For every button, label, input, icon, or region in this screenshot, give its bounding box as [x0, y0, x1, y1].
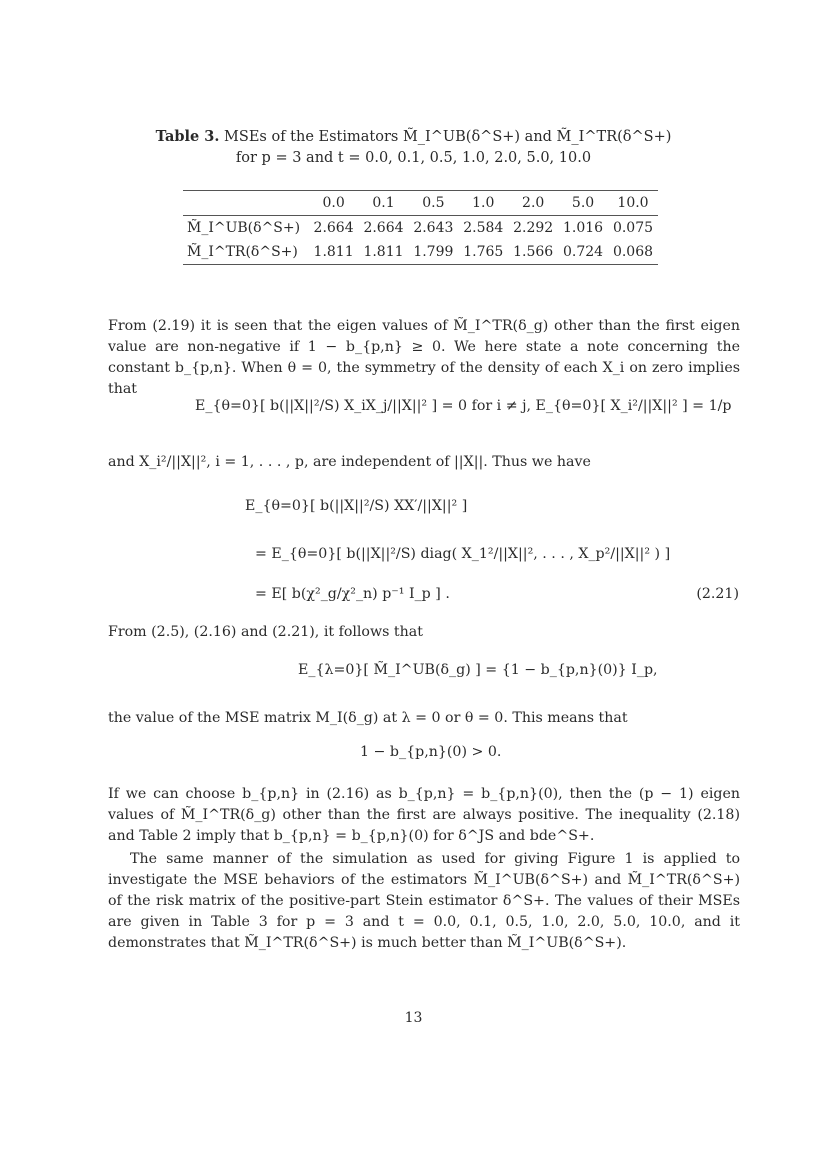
paragraph-3: From (2.5), (2.16) and (2.21), it follows that — [108, 624, 423, 640]
table-cell: 1.811 — [359, 240, 409, 265]
equation-3: E_{λ=0}[ M̃_I^UB(δ_g) ] = {1 − b_{p,n}(0)} I_p, — [298, 662, 658, 678]
equation-2-line3: = E[ b(χ²_g/χ²_n) p⁻¹ I_p ] . — [255, 586, 450, 602]
page-number: 13 — [404, 1010, 423, 1026]
col-header: 0.1 — [359, 191, 409, 216]
col-header: 2.0 — [508, 191, 558, 216]
col-header: 1.0 — [458, 191, 508, 216]
col-header: 10.0 — [608, 191, 658, 216]
table-caption-line1: MSEs of the Estimators M̃_I^UB(δ^S+) and M̃_I^TR(δ^S+) — [224, 129, 672, 145]
table-cell: 1.765 — [458, 240, 508, 265]
table-row — [183, 240, 658, 265]
table-cell: 1.799 — [408, 240, 458, 265]
table-row — [183, 216, 658, 241]
paragraph-5: If we can choose b_{p,n} in (2.16) as b_{p,n} = b_{p,n}(0), then the (p − 1) eigen values of M̃_I^TR(δ_g) other than the first are always positive. The inequality (2.18) and Table 2 imply that b_{p,n} = b_{p,n}(0) for δ^JS and bde^S+. — [108, 786, 740, 844]
col-header: 0.0 — [309, 191, 359, 216]
table-cell: 1.016 — [563, 220, 604, 236]
col-header: 5.0 — [558, 191, 608, 216]
table-header-row — [183, 191, 658, 216]
paragraph-4: the value of the MSE matrix M_I(δ_g) at λ = 0 or θ = 0. This means that — [108, 710, 628, 726]
equation-1: E_{θ=0}[ b(||X||²/S) X_iX_j/||X||² ] = 0 for i ≠ j, E_{θ=0}[ X_i²/||X||² ] = 1/p — [195, 398, 732, 414]
table-caption-line2: for p = 3 and t = 0.0, 0.1, 0.5, 1.0, 2.0, 5.0, 10.0 — [235, 150, 592, 166]
equation-2-line2: = E_{θ=0}[ b(||X||²/S) diag( X_1²/||X||², . . . , X_p²/||X||² ) ] — [255, 546, 671, 562]
col-header: 0.5 — [408, 191, 458, 216]
mse-table — [183, 190, 658, 265]
paragraph-2: and X_i²/||X||², i = 1, . . . , p, are independent of ||X||. Thus we have — [108, 454, 591, 470]
table-caption — [0, 128, 827, 145]
paragraph-1: From (2.19) it is seen that the eigen values of M̃_I^TR(δ_g) other than the first eigen value are non-negative if 1 − b_{p,n} ≥ 0. We here state a note concerning the constant b_{p,n}. When θ = 0, the symmetry of the density of each X_i on zero implies that — [108, 318, 740, 397]
equation-number: (2.21) — [696, 586, 739, 602]
table-corner — [183, 191, 309, 216]
table-cell: 0.075 — [612, 220, 654, 236]
equation-2-line1: E_{θ=0}[ b(||X||²/S) XX′/||X||² ] — [245, 498, 468, 514]
table-cell: 1.811 — [309, 240, 359, 265]
table-cell: 0.068 — [608, 240, 658, 265]
table-cell: 1.566 — [508, 240, 558, 265]
row-label: M̃_I^UB(δ^S+) — [187, 220, 301, 236]
row-label: M̃_I^TR(δ^S+) — [183, 240, 309, 265]
table-cell: 2.664 — [363, 220, 404, 236]
paragraph-6: The same manner of the simulation as used for giving Figure 1 is applied to investigate the MSE behaviors of the estimators M̃_I^UB(δ^S+) and M̃_I^TR(δ^S+) of the risk matrix of the positive-part Stein estimator δ^S+. The values of their MSEs are given in Table 3 for p = 3 and t = 0.0, 0.1, 0.5, 1.0, 2.0, 5.0, 10.0, and it demonstrates that M̃_I^TR(δ^S+) is much better than M̃_I^UB(δ^S+). — [108, 851, 740, 951]
table-cell: 2.292 — [513, 220, 554, 236]
table-cell: 2.643 — [413, 220, 454, 236]
table-cell: 2.664 — [313, 220, 354, 236]
table-cell: 2.584 — [463, 220, 504, 236]
equation-4: 1 − b_{p,n}(0) > 0. — [360, 744, 502, 760]
table-cell: 0.724 — [558, 240, 608, 265]
table-caption-label: Table 3. — [155, 128, 220, 145]
